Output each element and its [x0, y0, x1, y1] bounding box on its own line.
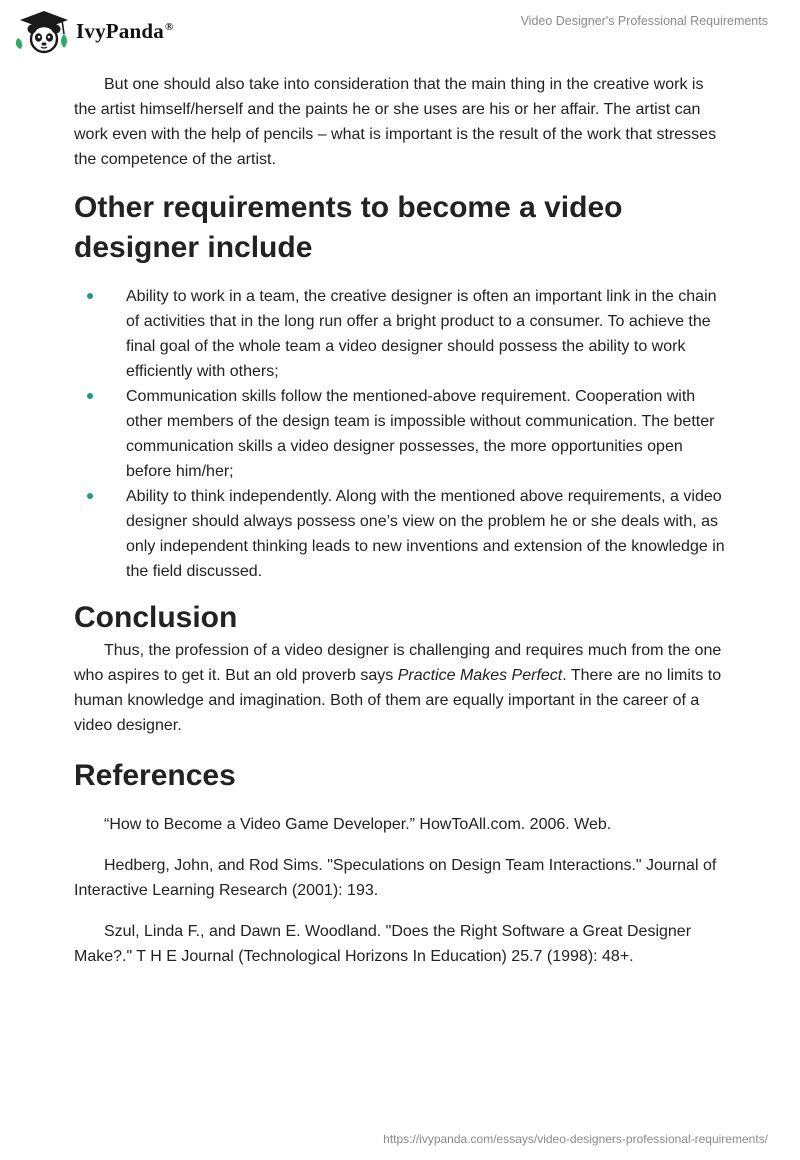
requirements-list — [74, 284, 726, 584]
list-item-text: Communication skills follow the mentioned-above requirement. Cooperation with other members of the design team is impossible without communication. The better communication skills a video designer possesses, the more opportunities open before him/her; — [126, 388, 715, 480]
running-title: Video Designer's Professional Requirements — [520, 14, 768, 28]
conclusion-heading: Conclusion — [74, 601, 238, 634]
bullet-icon — [87, 393, 93, 399]
requirements-heading: Other requirements to become a video designer include — [74, 191, 623, 264]
page-header — [0, 0, 800, 62]
list-item — [74, 284, 726, 384]
footer-url[interactable]: https://ivypanda.com/essays/video-designers-professional-requirements/ — [383, 1132, 768, 1146]
conclusion-text-after: . There are no limits to human knowledge and imagination. Both of them are equally important in the career of a video designer. — [74, 667, 722, 734]
brand-name: IvyPanda® — [76, 18, 174, 43]
list-item-text: Ability to think independently. Along with the mentioned above requirements, a video designer should always possess one’s view on the problem he or she deals with, as only independent thinking leads to new inventions and extension of the knowledge in the field discussed. — [126, 488, 725, 580]
conclusion-paragraph — [74, 638, 726, 738]
essay-content — [74, 72, 726, 985]
bullet-icon — [87, 293, 93, 299]
bullet-icon — [87, 493, 93, 499]
ivypanda-logo[interactable] — [14, 8, 173, 54]
reference-entry: Hedberg, John, and Rod Sims. "Speculations on Design Team Interactions." Journal of Interactive Learning Research (2001): 193. — [74, 857, 717, 899]
list-item — [74, 384, 726, 484]
reference-entry: Szul, Linda F., and Dawn E. Woodland. "Does the Right Software a Great Designer Make?." T H E Journal (Technological Horizons In Education) 25.7 (1998): 48+. — [74, 923, 692, 965]
conclusion-text-before: Thus, the profession of a video designer is challenging and requires much from the one who aspires to get it. But an old proverb says — [74, 642, 722, 684]
panda-graduate-icon — [14, 8, 72, 54]
list-item-text: Ability to work in a team, the creative designer is often an important link in the chain of activities that in the long run offer a bright product to a consumer. To achieve the final goal of the whole team a video designer should possess the ability to work efficiently with others; — [126, 288, 717, 380]
reference-entry: “How to Become a Video Game Developer.” HowToAll.com. 2006. Web. — [104, 816, 612, 833]
references-list — [74, 812, 726, 969]
references-heading: References — [74, 759, 236, 792]
proverb-emphasis: Practice Makes Perfect — [397, 667, 563, 684]
intro-paragraph: But one should also take into consideration that the main thing in the creative work is the artist himself/herself and the paints he or she uses are his or her affair. The artist can work even with the help of pencils – what is important is the result of the work that stresses the competence of the artist. — [74, 76, 717, 168]
list-item — [74, 484, 726, 584]
